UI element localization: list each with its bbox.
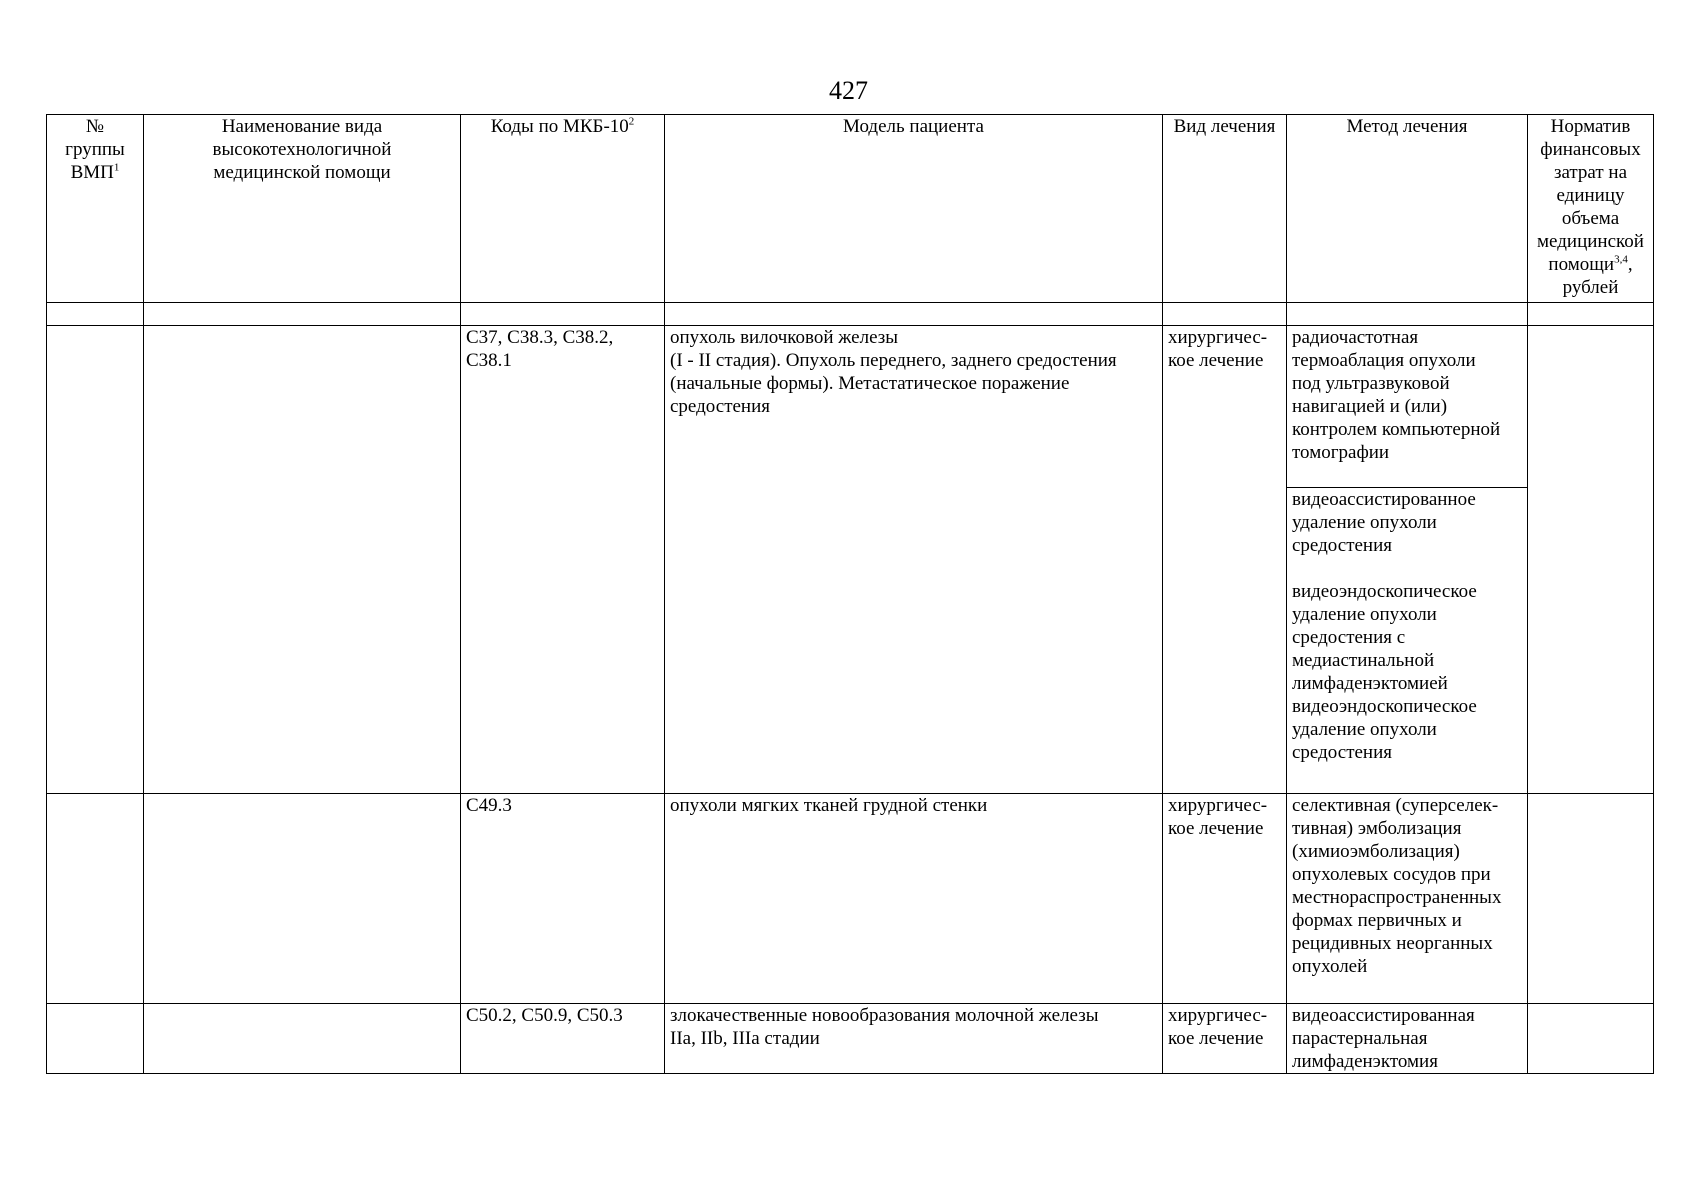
method-rfa: радиочастотная термоаблация опухоли под ультразвуковой навигацией и (или) контролем компьютерной томографии xyxy=(1287,326,1527,488)
cell-norm xyxy=(1528,1004,1654,1074)
cell-group-no xyxy=(47,1004,144,1074)
cell-codes: C37, C38.3, C38.2, C38.1 xyxy=(461,326,665,794)
spacer-row xyxy=(47,303,1654,326)
table-row xyxy=(47,794,1654,1004)
cell-norm xyxy=(1528,794,1654,1004)
cell-model: злокачественные новообразования молочной железы IIa, IIb, IIIa стадии xyxy=(665,1004,1163,1074)
cell-treatment-type: хирургичес- кое лечение xyxy=(1163,1004,1287,1074)
header-codes: Коды по МКБ-$10^2$ xyxy=(461,115,665,303)
method-video-endoscopic: видеоэндоскопическое удаление опухоли средостения с медиастинальной лимфаденэктомией видеоэндоскопическое удаление опухоли средостения xyxy=(1292,581,1477,763)
cell-method xyxy=(1287,326,1528,794)
cell-group-no xyxy=(47,326,144,794)
table-row xyxy=(47,326,1654,794)
cell-treatment-type: хирургичес- кое лечение xyxy=(1163,326,1287,794)
cell-treatment-type: хирургичес- кое лечение xyxy=(1163,794,1287,1004)
header-name: Наименование вида высокотехнологичной медицинской помощи xyxy=(144,115,461,303)
cell-model: опухоль вилочковой железы (I - II стадия). Опухоль переднего, заднего средостения (начальные формы). Метастатическое поражение средостения xyxy=(665,326,1163,794)
cell-method: видеоассистированная парастернальная лимфаденэктомия xyxy=(1287,1004,1528,1074)
header-model: Модель пациента xyxy=(665,115,1163,303)
method-video-assisted: видеоассистированное удаление опухоли средостения xyxy=(1292,489,1476,556)
cell-name xyxy=(144,326,461,794)
cell-group-no xyxy=(47,794,144,1004)
cell-model: опухоли мягких тканей грудной стенки xyxy=(665,794,1163,1004)
cell-name xyxy=(144,1004,461,1074)
header-group-no: № группы ВМП$^1$ xyxy=(47,115,144,303)
table-header-row xyxy=(47,115,1654,303)
table-row xyxy=(47,1004,1654,1074)
header-treatment-type: Вид лечения xyxy=(1163,115,1287,303)
cell-norm xyxy=(1528,326,1654,794)
header-norm: Норматив финансовых затрат на единицу объема медицинской помощи$^{3,4}$, рублей xyxy=(1528,115,1654,303)
cell-name xyxy=(144,794,461,1004)
cell-method: селективная (суперселек- тивная) эмболизация (химиоэмболизация) опухолевых сосудов при местнораспространенных формах первичных и рецидивных неорганных опухолей xyxy=(1287,794,1528,1004)
cell-codes: C49.3 xyxy=(461,794,665,1004)
page-number: 427 xyxy=(829,76,868,105)
cell-codes: C50.2, C50.9, C50.3 xyxy=(461,1004,665,1074)
vmp-table xyxy=(46,114,1654,1074)
header-method: Метод лечения xyxy=(1287,115,1528,303)
